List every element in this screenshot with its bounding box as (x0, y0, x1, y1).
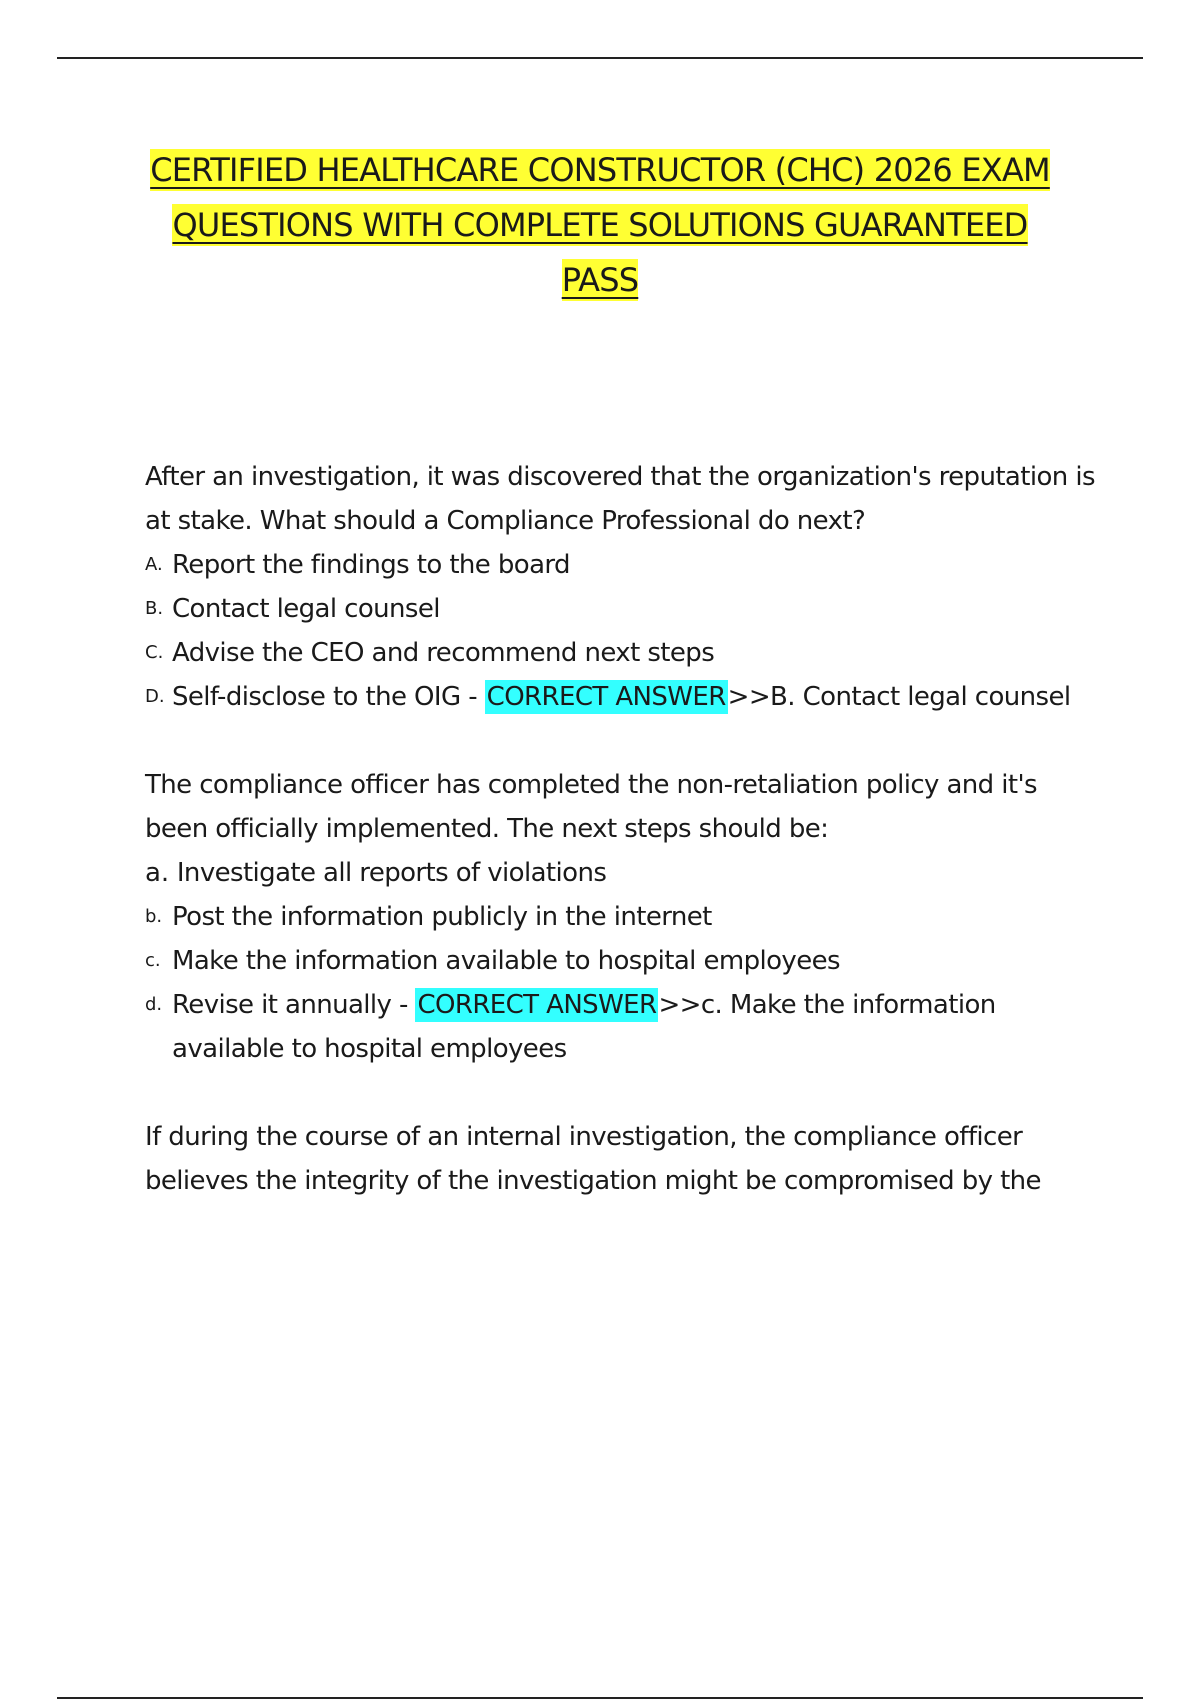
question-text: If during the course of an internal investigation, the compliance officer believes the integrity of the investigation might be compromised by the (145, 1122, 1041, 1196)
correct-answer-label: CORRECT ANSWER (486, 682, 726, 712)
option-letter: A. (145, 554, 163, 575)
correct-answer-label: CORRECT ANSWER (417, 990, 657, 1020)
option-text: Advise the CEO and recommend next steps (172, 638, 715, 668)
option-text: Contact legal counsel (172, 594, 440, 624)
option-letter: C. (145, 642, 164, 663)
header-rule (57, 57, 1143, 59)
document-title (100, 143, 1100, 308)
option-a (145, 851, 1105, 895)
option-d (145, 675, 1105, 719)
option-letter: d. (145, 994, 163, 1015)
option-b (145, 895, 1105, 939)
title-line-2: QUESTIONS WITH COMPLETE SOLUTIONS GUARANTEED (172, 206, 1028, 244)
option-letter: c. (145, 950, 161, 971)
option-letter: b. (145, 906, 163, 927)
option-a (145, 543, 1105, 587)
option-text: Make the information available to hospital employees (172, 946, 840, 976)
option-text: Revise it annually - (172, 990, 416, 1020)
option-letter: D. (145, 686, 165, 707)
option-list (145, 851, 1105, 1071)
option-c (145, 939, 1105, 983)
question-1 (145, 455, 1105, 719)
question-list (145, 455, 1105, 1203)
correct-answer-text: >>c. Make the information available to hospital employees (172, 990, 996, 1064)
option-list (145, 543, 1105, 719)
option-text: Report the findings to the board (172, 550, 570, 580)
title-line-3: PASS (561, 261, 639, 299)
question-text: After an investigation, it was discovered that the organization's reputation is at stake. What should a Compliance Professional do next? (145, 462, 1095, 536)
question-3 (145, 1115, 1105, 1203)
title-line-1: CERTIFIED HEALTHCARE CONSTRUCTOR (CHC) 2026 EXAM (150, 151, 1050, 189)
option-letter: a. (145, 858, 170, 888)
question-text: The compliance officer has completed the non-retaliation policy and it's been officially implemented. The next steps should be: (145, 770, 1037, 844)
option-b (145, 587, 1105, 631)
footer-rule (57, 1697, 1143, 1699)
option-d (145, 983, 1105, 1071)
option-letter: B. (145, 598, 164, 619)
option-text: Self-disclose to the OIG - (172, 682, 485, 712)
question-2 (145, 763, 1105, 1071)
option-c (145, 631, 1105, 675)
correct-answer-text: >>B. Contact legal counsel (727, 682, 1071, 712)
option-text: Investigate all reports of violations (169, 858, 607, 888)
option-text: Post the information publicly in the internet (172, 902, 712, 932)
